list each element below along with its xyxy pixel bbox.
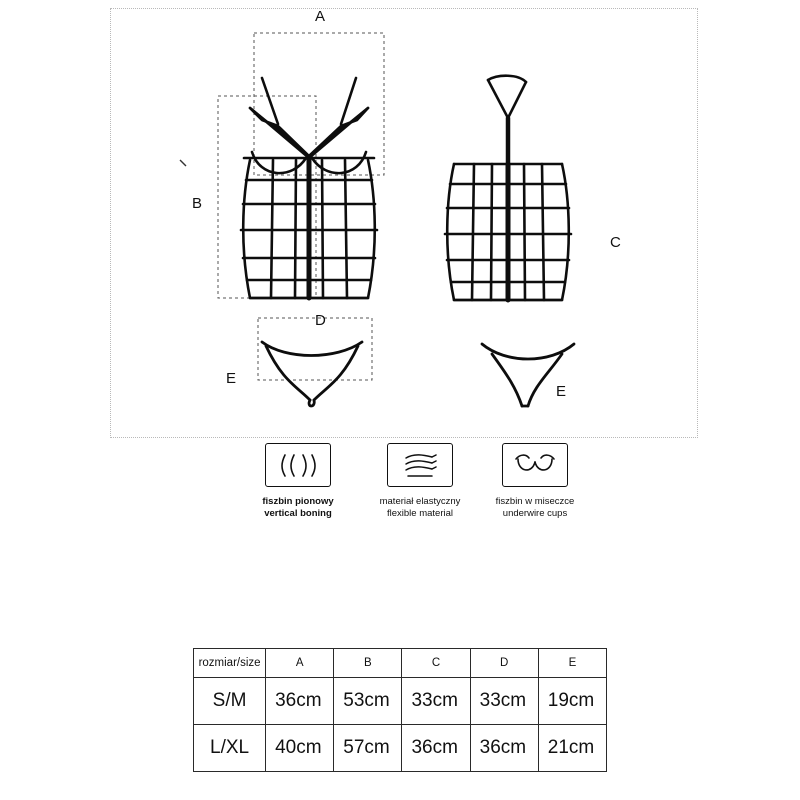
dimension-label-c: C xyxy=(610,234,622,251)
table-header-b: B xyxy=(334,649,402,678)
table-header-row xyxy=(194,649,607,678)
table-cell-d: 36cm xyxy=(470,725,538,772)
table-header-d: D xyxy=(470,649,538,678)
table-cell-d: 33cm xyxy=(470,678,538,725)
dimension-label-e-back: E xyxy=(556,383,567,400)
dimension-label-d: D xyxy=(315,312,327,329)
table-cell-b: 57cm xyxy=(334,725,402,772)
table-cell-e: 19cm xyxy=(538,678,606,725)
feature-item-underwire-cups xyxy=(475,443,595,519)
table-cell-c: 36cm xyxy=(402,725,470,772)
table-cell-e: 21cm xyxy=(538,725,606,772)
feature-caption xyxy=(238,496,358,519)
table-cell-a: 40cm xyxy=(266,725,334,772)
underwire-cups-icon xyxy=(502,443,568,487)
feature-caption xyxy=(360,496,480,519)
product-diagram xyxy=(110,8,698,438)
size-table xyxy=(193,648,607,772)
diagram-illustration xyxy=(110,8,698,438)
flexible-material-icon xyxy=(387,443,453,487)
table-header-e: E xyxy=(538,649,606,678)
table-row xyxy=(194,725,607,772)
table-header-size: rozmiar/size xyxy=(194,649,266,678)
feature-caption xyxy=(475,496,595,519)
table-header-c: C xyxy=(402,649,470,678)
table-row xyxy=(194,678,607,725)
feature-caption-line2: underwire cups xyxy=(502,507,568,519)
table-cell-size: S/M xyxy=(194,678,266,725)
feature-caption-line2: vertical boning xyxy=(264,507,332,519)
table-header-a: A xyxy=(266,649,334,678)
dimension-label-e: E xyxy=(226,370,237,387)
table-cell-c: 33cm xyxy=(402,678,470,725)
table-cell-size: L/XL xyxy=(194,725,266,772)
feature-item-vertical-boning xyxy=(238,443,358,519)
feature-caption-line1: fiszbin pionowy xyxy=(262,496,334,507)
feature-item-flexible-material xyxy=(360,443,480,519)
feature-legend xyxy=(230,443,590,538)
dimension-label-a: A xyxy=(315,8,326,25)
vertical-boning-icon xyxy=(265,443,331,487)
feature-caption-line1: fiszbin w miseczce xyxy=(495,496,575,507)
dimension-label-b: B xyxy=(192,195,203,212)
feature-caption-line1: materiał elastyczny xyxy=(379,496,461,507)
table-cell-a: 36cm xyxy=(266,678,334,725)
table-cell-b: 53cm xyxy=(334,678,402,725)
feature-caption-line2: flexible material xyxy=(387,507,453,519)
